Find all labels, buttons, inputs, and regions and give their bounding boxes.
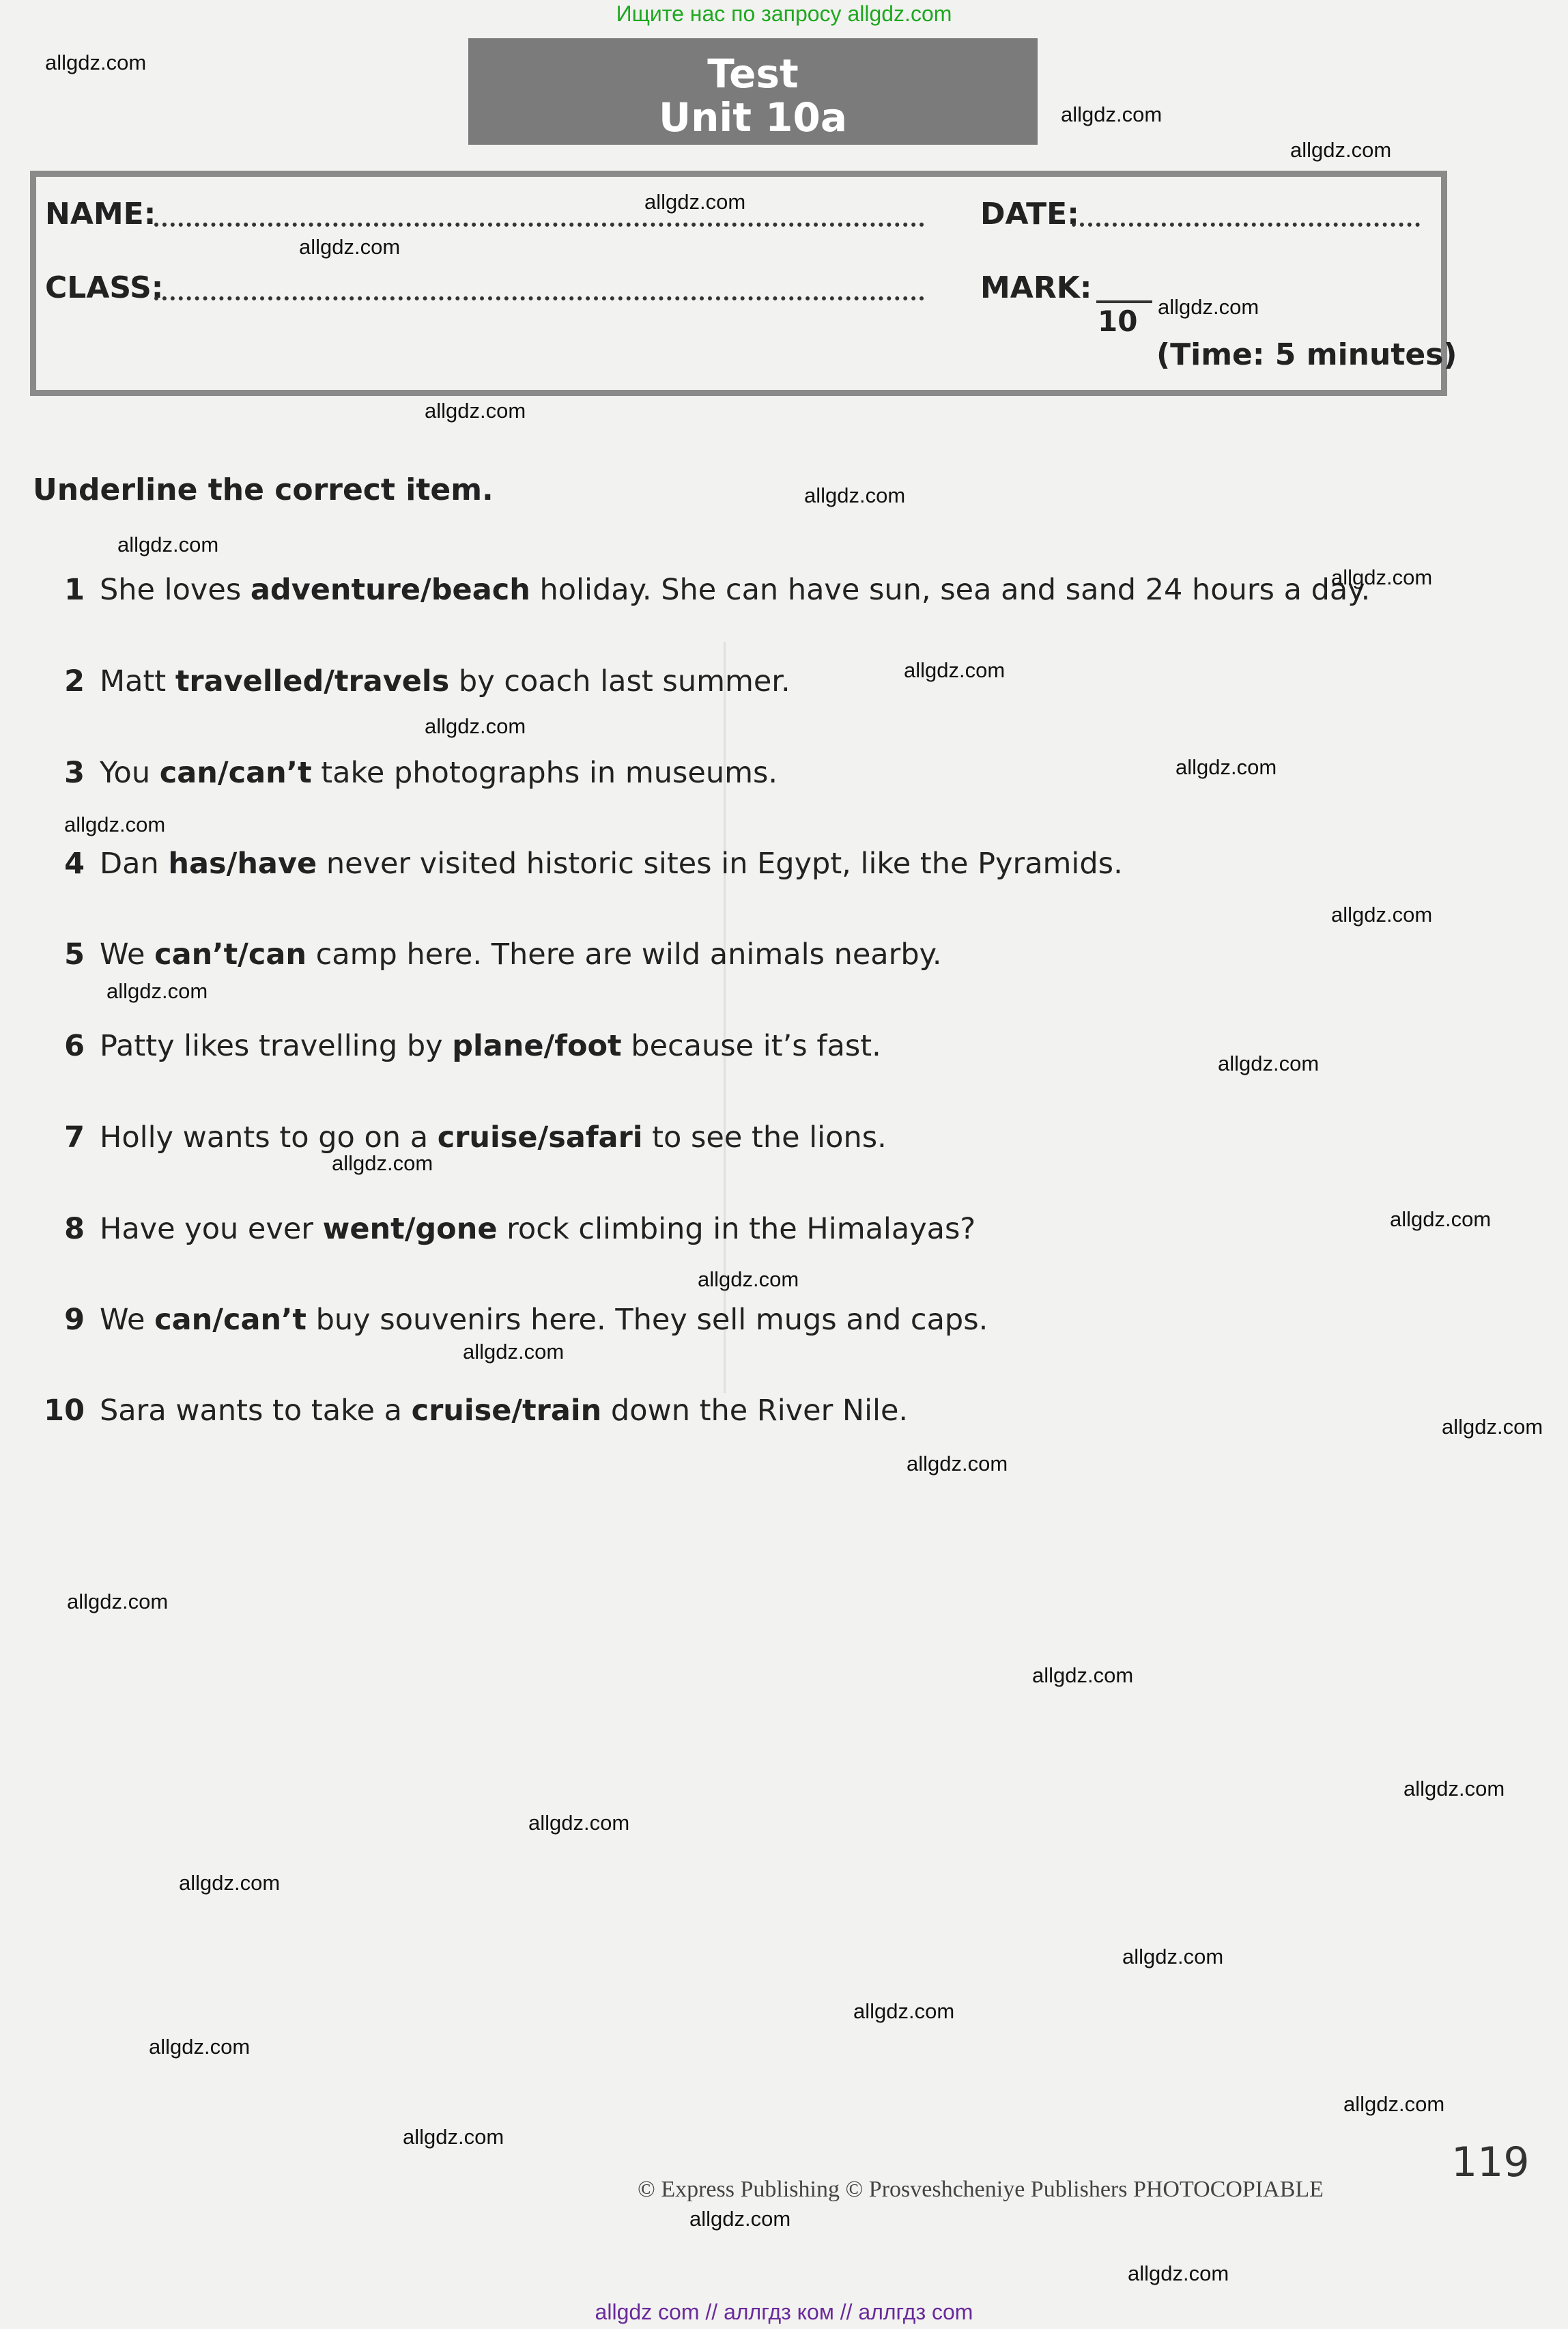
watermark: allgdz.com: [106, 979, 208, 1003]
answer-options[interactable]: travelled/travels: [175, 664, 450, 698]
watermark: allgdz.com: [299, 235, 401, 259]
watermark: allgdz.com: [1290, 138, 1392, 162]
watermark: allgdz.com: [463, 1340, 565, 1364]
watermark: allgdz.com: [804, 483, 906, 507]
watermark: allgdz.com: [1175, 755, 1277, 779]
watermark: allgdz.com: [1442, 1415, 1543, 1439]
answer-options[interactable]: has/have: [168, 847, 317, 881]
watermark: allgdz.com: [1331, 903, 1433, 927]
question-number: 8: [64, 1212, 85, 1246]
question-8: 8 Have you ever went/gone rock climbing in the Himalayas?: [34, 1209, 975, 1250]
watermark: allgdz.com: [179, 1871, 281, 1895]
answer-options[interactable]: went/gone: [322, 1212, 498, 1246]
watermark: allgdz.com: [1061, 102, 1163, 126]
watermark: allgdz.com: [403, 2125, 504, 2149]
date-label: DATE:: [980, 197, 1079, 231]
question-9: 9 We can/can’t buy souvenirs here. They sell mugs and caps.: [34, 1299, 988, 1340]
question-number: 2: [64, 664, 85, 698]
question-7: 7 Holly wants to go on a cruise/safari to see the lions.: [34, 1117, 887, 1158]
date-field[interactable]: [1072, 223, 1420, 227]
class-label: CLASS:: [45, 270, 164, 305]
watermark: allgdz.com: [644, 190, 746, 214]
question-6: 6 Patty likes travelling by plane/foot because it’s fast.: [34, 1026, 881, 1067]
watermark: allgdz.com: [425, 714, 526, 738]
question-1: 1 She loves adventure/beach holiday. She can have sun, sea and sand 24 hours a day.: [34, 569, 1370, 610]
question-number: 10: [44, 1394, 85, 1428]
question-number: 3: [64, 756, 85, 790]
question-number: 7: [64, 1120, 85, 1155]
watermark: allgdz.com: [853, 1999, 955, 2023]
watermark: allgdz.com: [1122, 1945, 1224, 1968]
question-2: 2 Matt travelled/travels by coach last summer.: [34, 661, 790, 702]
watermark: allgdz.com: [1128, 2261, 1229, 2285]
answer-options[interactable]: cruise/train: [411, 1394, 602, 1428]
answer-options[interactable]: cruise/safari: [437, 1120, 643, 1155]
watermark: allgdz.com: [1218, 1051, 1320, 1075]
watermark: allgdz.com: [64, 813, 166, 836]
question-3: 3 You can/can’t take photographs in museums.: [34, 752, 778, 793]
watermark: allgdz.com: [332, 1151, 433, 1175]
question-number: 5: [64, 937, 85, 972]
watermark: allgdz.com: [907, 1452, 1008, 1476]
watermark: allgdz.com: [67, 1590, 169, 1613]
watermark: allgdz.com: [425, 399, 526, 423]
watermark: allgdz.com: [1158, 295, 1259, 319]
question-5: 5 We can’t/can camp here. There are wild animals nearby.: [34, 934, 942, 975]
top-banner-link[interactable]: Ищите нас по запросу allgdz.com: [616, 1, 952, 26]
class-field[interactable]: [154, 296, 924, 300]
answer-options[interactable]: can/can’t: [159, 756, 312, 790]
watermark: allgdz.com: [117, 533, 219, 556]
watermark: allgdz.com: [1390, 1207, 1492, 1231]
watermark: allgdz.com: [1403, 1777, 1505, 1801]
bottom-banner-link[interactable]: allgdz com // аллгдз ком // аллгдз com: [595, 2300, 973, 2324]
mark-total: 10: [1098, 305, 1138, 338]
question-number: 9: [64, 1303, 85, 1337]
answer-options[interactable]: can’t/can: [154, 937, 307, 972]
question-number: 1: [64, 573, 85, 607]
answer-options[interactable]: can/can’t: [154, 1303, 307, 1337]
unit-title: Unit 10a: [658, 94, 848, 141]
watermark: allgdz.com: [1343, 2092, 1445, 2116]
question-number: 6: [64, 1029, 85, 1063]
question-number: 4: [64, 847, 85, 881]
watermark: allgdz.com: [689, 2207, 791, 2231]
watermark: allgdz.com: [528, 1811, 630, 1835]
test-title-box: [468, 38, 1038, 145]
mark-field[interactable]: [1096, 300, 1152, 303]
watermark: allgdz.com: [904, 658, 1006, 682]
question-10: 10 Sara wants to take a cruise/train down the River Nile.: [34, 1390, 908, 1431]
test-title: Test: [707, 51, 799, 97]
watermark: allgdz.com: [149, 2035, 251, 2059]
watermark: allgdz.com: [698, 1267, 799, 1291]
question-4: 4 Dan has/have never visited historic sites in Egypt, like the Pyramids.: [34, 843, 1123, 884]
instruction-text: Underline the correct item.: [33, 472, 494, 507]
answer-options[interactable]: plane/foot: [452, 1029, 622, 1063]
answer-options[interactable]: adventure/beach: [250, 573, 530, 607]
name-field[interactable]: [154, 223, 924, 227]
name-label: NAME:: [45, 197, 156, 231]
mark-label: MARK:: [980, 270, 1092, 305]
page-number: 119: [1451, 2139, 1530, 2186]
time-limit: (Time: 5 minutes): [1156, 337, 1457, 372]
watermark: allgdz.com: [1032, 1663, 1134, 1687]
copyright-notice: © Express Publishing © Prosveshcheniye Publishers PHOTOCOPIABLE: [638, 2177, 1324, 2202]
watermark: allgdz.com: [1331, 565, 1433, 589]
watermark: allgdz.com: [45, 51, 147, 74]
